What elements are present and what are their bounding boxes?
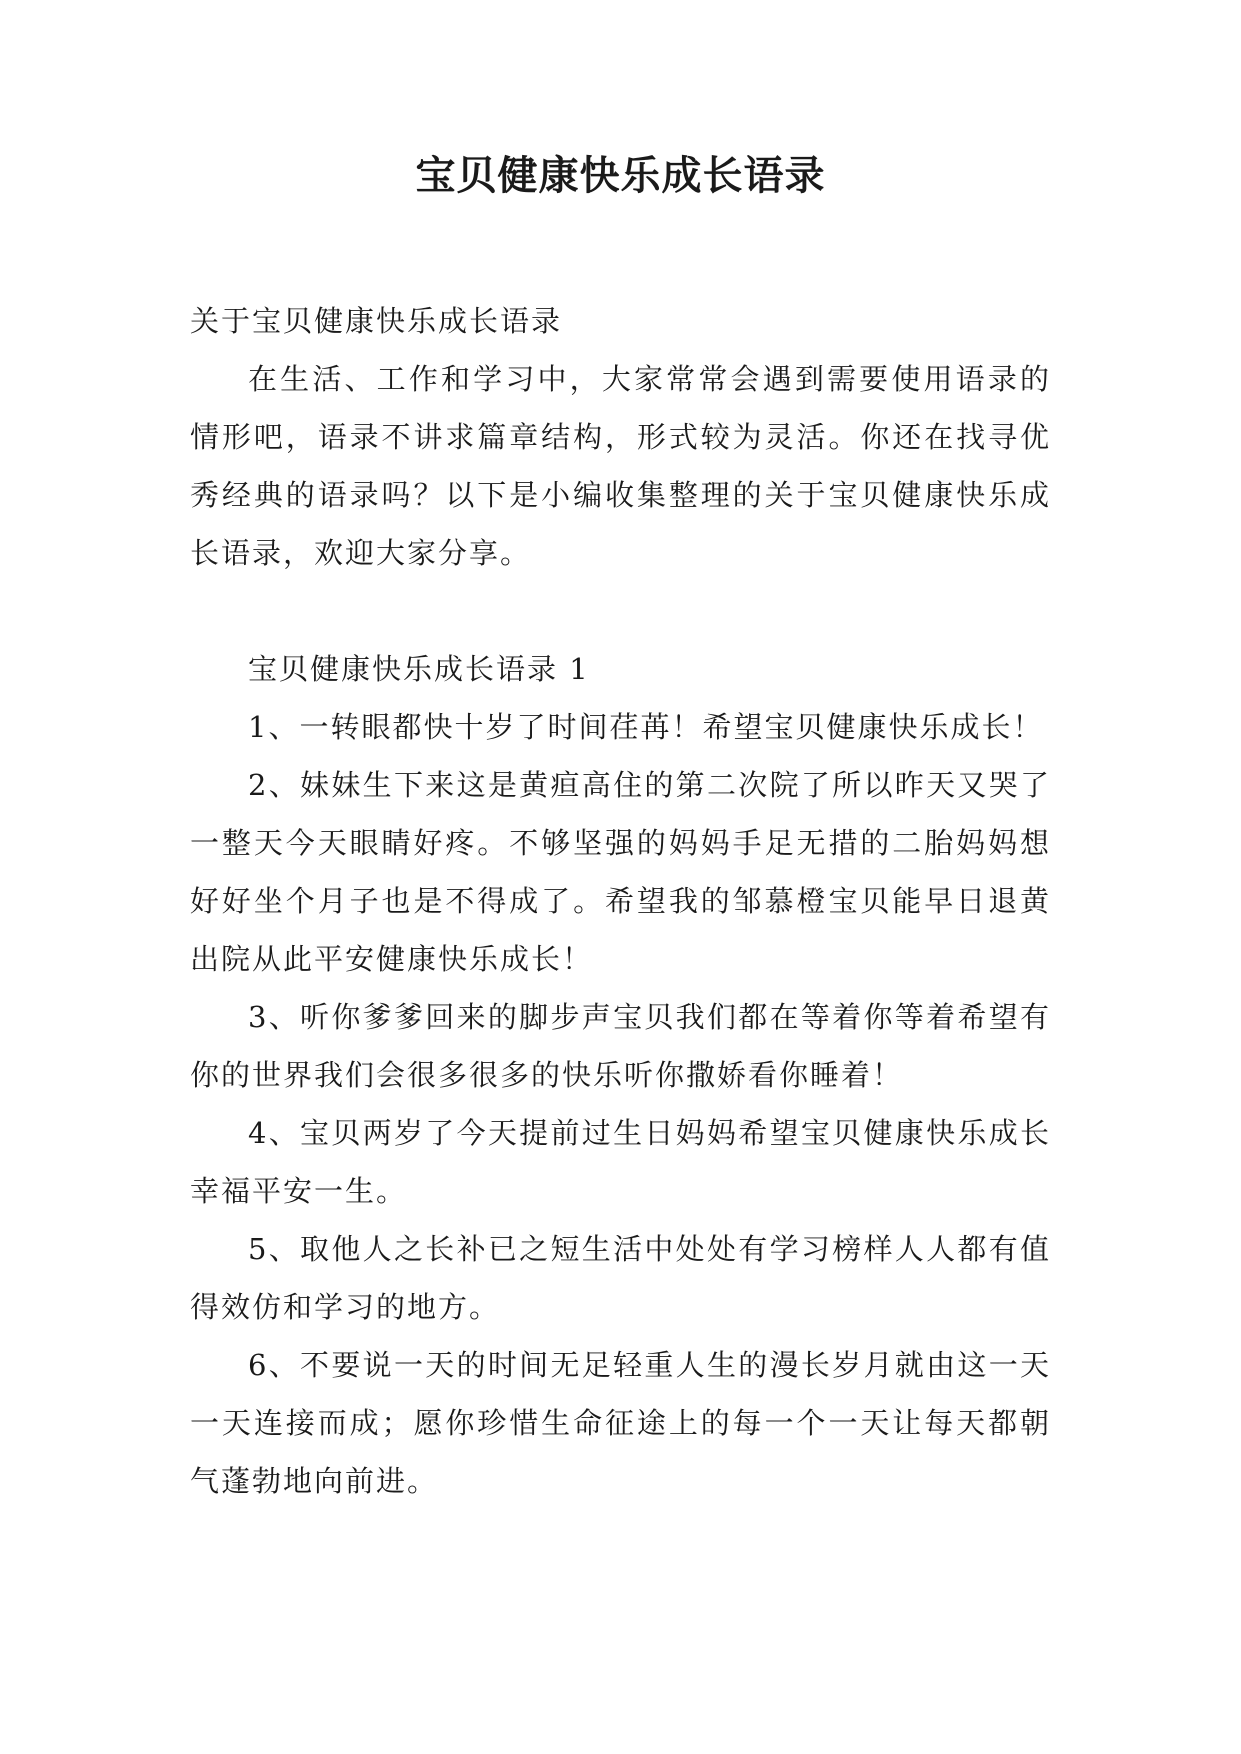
quote-item-1: 1、一转眼都快十岁了时间荏苒！希望宝贝健康快乐成长！ — [248, 710, 1044, 744]
quote-item-2: 2、妹妹生下来这是黄疸高住的第二次院了所以昨天又哭了一整天今天眼睛好疼。不够坚强的妈妈手足无措的二胎妈妈想好好坐个月子也是不得成了。希望我的邹慕橙宝贝能早日退黄出院从此平安健康快乐成长！ — [190, 768, 1051, 976]
document-title: 宝贝健康快乐成长语录 — [415, 152, 826, 199]
paragraph-spacer — [190, 582, 1051, 640]
document-subtitle: 关于宝贝健康快乐成长语录 — [190, 304, 563, 338]
document-body — [190, 292, 1051, 1510]
quote-item-3: 3、听你爹爹回来的脚步声宝贝我们都在等着你等着希望有你的世界我们会很多很多的快乐听你撒娇看你睡着！ — [190, 1000, 1051, 1092]
quote-item-6: 6、不要说一天的时间无足轻重人生的漫长岁月就由这一天一天连接而成；愿你珍惜生命征途上的每一个一天让每天都朝气蓬勃地向前进。 — [190, 1348, 1051, 1498]
intro-paragraph: 在生活、工作和学习中，大家常常会遇到需要使用语录的情形吧，语录不讲求篇章结构，形式较为灵活。你还在找寻优秀经典的语录吗？以下是小编收集整理的关于宝贝健康快乐成长语录，欢迎大家分享。 — [190, 362, 1051, 570]
quote-item-4: 4、宝贝两岁了今天提前过生日妈妈希望宝贝健康快乐成长幸福平安一生。 — [190, 1116, 1051, 1208]
quote-item-5: 5、取他人之长补已之短生活中处处有学习榜样人人都有值得效仿和学习的地方。 — [190, 1232, 1051, 1324]
section-heading: 宝贝健康快乐成长语录 1 — [248, 652, 590, 686]
